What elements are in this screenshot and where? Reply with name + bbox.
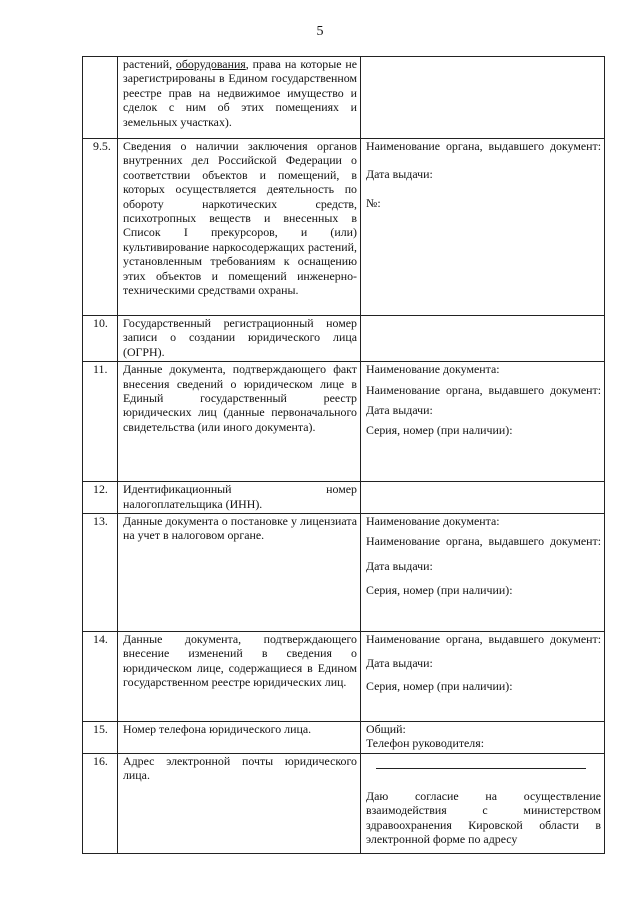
field-label: Наименование документа: xyxy=(366,362,500,377)
table-row xyxy=(83,316,605,362)
table-row xyxy=(83,139,605,316)
row-description: Данные документа, подтверждающего внесение изменений в сведения о юридическом лице, содержащиеся в Едином государственном реестре юридических лиц. xyxy=(118,632,361,722)
field-label: Дата выдачи: xyxy=(366,403,433,418)
row-number xyxy=(83,57,118,139)
field-label: Наименование органа, выдавшего документ: xyxy=(366,139,601,153)
table-row xyxy=(83,514,605,632)
row-description: Идентификационный номер налогоплательщика (ИНН). xyxy=(118,482,361,514)
row-fields xyxy=(361,482,605,514)
row-number: 15. xyxy=(83,722,118,754)
field-label: Серия, номер (при наличии): xyxy=(366,678,513,693)
row-description: Данные документа, подтверждающего факт внесения сведений о юридическом лице в Единый государственный реестр юридических лиц (данные первоначального свидетельства (или иного документа). xyxy=(118,362,361,482)
field-label: Дата выдачи: xyxy=(366,558,433,573)
field-label: Серия, номер (при наличии): xyxy=(366,583,513,598)
table-row xyxy=(83,362,605,482)
row-fields xyxy=(361,316,605,362)
field-label: Общий: xyxy=(366,722,406,737)
row-description: Адрес электронной почты юридического лица. xyxy=(118,754,361,854)
field-label: Дата выдачи: xyxy=(366,167,433,182)
email-blank-line xyxy=(376,760,586,769)
license-application-table xyxy=(82,56,605,854)
row-description: Сведения о наличии заключения органов внутренних дел Российской Федерации о соответствии объектов и помещений, в которых осуществляется деятельность по обороту наркотических средств, психотропных веществ и внесенных в Список I прекурсоров, и (или) культивирование наркосодержащих растений, установленным требованиям к оснащению этих объектов и помещений инженерно-техническими средствами охраны. xyxy=(118,139,361,316)
field-label: Дата выдачи: xyxy=(366,656,433,671)
row-description: Государственный регистрационный номер записи о создании юридического лица (ОГРН). xyxy=(118,316,361,362)
row-description-text: растений, оборудования, права на которые не зарегистрированы в Едином государственном реестре прав на недвижимое имущество и сделок с ним об этих помещениях и земельных участках). xyxy=(123,57,358,129)
row-fields xyxy=(361,57,605,139)
row-fields xyxy=(361,362,605,482)
table-row xyxy=(83,754,605,854)
row-fields xyxy=(361,754,605,854)
field-label: Наименование органа, выдавшего документ: xyxy=(366,534,601,549)
row-number: 13. xyxy=(83,514,118,632)
row-description: Данные документа о постановке у лицензиата на учет в налоговом органе. xyxy=(118,514,361,632)
table-row xyxy=(83,722,605,754)
row-fields xyxy=(361,514,605,632)
row-number: 10. xyxy=(83,316,118,362)
row-description xyxy=(118,57,361,139)
field-label: Серия, номер (при наличии): xyxy=(366,423,513,438)
row-fields xyxy=(361,632,605,722)
row-description: Номер телефона юридического лица. xyxy=(118,722,361,754)
table-row xyxy=(83,632,605,722)
table-row xyxy=(83,57,605,139)
table-row xyxy=(83,482,605,514)
row-number: 16. xyxy=(83,754,118,854)
row-number: 12. xyxy=(83,482,118,514)
field-label: Наименование органа, выдавшего документ: xyxy=(366,382,601,397)
field-label: Наименование документа: xyxy=(366,514,500,529)
row-number: 9.5. xyxy=(83,139,118,316)
row-number: 14. xyxy=(83,632,118,722)
row-fields xyxy=(361,139,605,316)
row-fields xyxy=(361,722,605,754)
field-label: Телефон руководителя: xyxy=(366,736,485,751)
row-number: 11. xyxy=(83,362,118,482)
consent-text: Даю согласие на осуществление взаимодействия с министерством здравоохранения Кировской области в электронной форме по адресу xyxy=(366,789,601,847)
page-number: 5 xyxy=(316,24,324,39)
underlined-term: оборудования xyxy=(175,57,246,71)
field-label: Наименование органа, выдавшего документ: xyxy=(366,632,601,647)
field-label: №: xyxy=(366,195,381,210)
